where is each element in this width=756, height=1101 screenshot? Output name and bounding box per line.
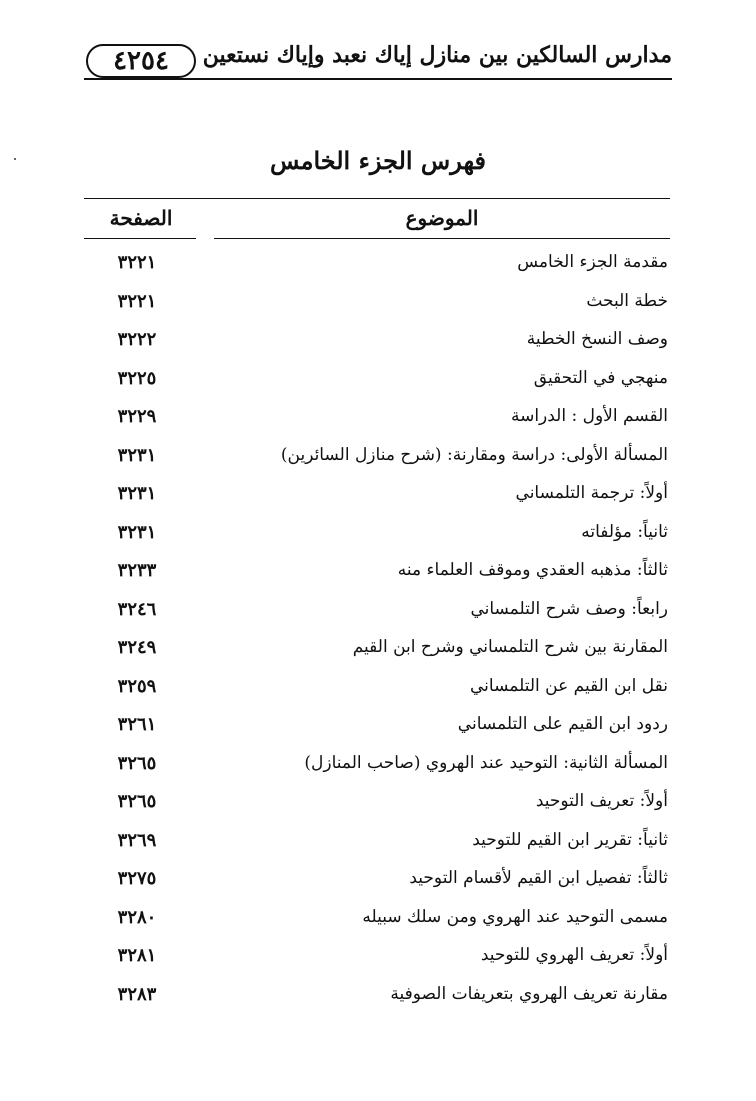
index-entry: [84, 631, 670, 670]
table-top-rule: [84, 198, 670, 199]
entry-page: ٣٢٢١: [117, 290, 157, 312]
column-header-page: الصفحة: [109, 206, 173, 230]
entry-topic: رابعاً: وصف شرح التلمساني: [470, 598, 668, 619]
header-rule: [84, 78, 672, 80]
entry-topic: المسألة الأولى: دراسة ومقارنة: (شرح منازل السائرين): [280, 444, 668, 465]
index-entry: [84, 593, 670, 632]
entry-page: ٣٢٤٦: [117, 598, 157, 620]
index-title: فهرس الجزء الخامس: [269, 146, 487, 175]
index-entry: [84, 477, 670, 516]
entry-topic: ثالثاً: تفصيل ابن القيم لأقسام التوحيد: [409, 868, 668, 888]
entry-page: ٣٢٢١: [117, 252, 157, 273]
index-entry: [84, 323, 670, 362]
entry-topic: مسمى التوحيد عند الهروي ومن سلك سبيله: [362, 906, 668, 927]
entry-page: ٣٢٢٩: [117, 406, 157, 427]
book-title: مدارس السالكين بين منازل إياك نعبد وإياك نستعين: [202, 42, 672, 68]
entry-topic: القسم الأول : الدراسة: [510, 406, 668, 426]
index-entry: [84, 246, 670, 285]
entry-page: ٣٢٨٠: [117, 906, 157, 928]
index-entry: [84, 554, 670, 593]
entry-page: ٣٢٦١: [117, 714, 157, 735]
index-entry: [84, 785, 670, 824]
entry-page: ٣٢٣١: [117, 521, 157, 543]
index-entry: [84, 939, 670, 978]
running-header: [84, 38, 672, 90]
index-entry: [84, 670, 670, 709]
column-header-topic: الموضوع: [405, 206, 479, 230]
entry-page: ٣٢٢٢: [117, 329, 157, 350]
entry-topic: خطة البحث: [586, 290, 668, 311]
index-entry: [84, 747, 670, 786]
entry-page: ٣٢٨١: [117, 945, 157, 966]
index-entry: [84, 978, 670, 1017]
entry-topic: وصف النسخ الخطية: [526, 329, 668, 349]
entry-page: ٣٢٦٩: [117, 829, 157, 851]
entry-page: ٣٢٤٩: [117, 637, 157, 658]
entry-topic: منهجي في التحقيق: [533, 367, 668, 388]
index-entry: [84, 901, 670, 940]
entry-topic: أولاً: تعريف الهروي للتوحيد: [480, 945, 668, 965]
entry-page: ٣٢٦٥: [117, 752, 157, 774]
column-header-page-rule: [84, 238, 196, 239]
page-number: ٤٢٥٤: [86, 44, 196, 78]
index-entries: [84, 246, 670, 1016]
entry-page: ٣٢٥٩: [117, 675, 157, 697]
entry-topic: مقدمة الجزء الخامس: [517, 252, 668, 272]
entry-topic: المقارنة بين شرح التلمساني وشرح ابن القيم: [352, 637, 668, 657]
entry-topic: نقل ابن القيم عن التلمساني: [470, 675, 668, 696]
index-entry: [84, 439, 670, 478]
entry-page: ٣٢٢٥: [117, 367, 157, 389]
entry-topic: أولاً: ترجمة التلمساني: [515, 483, 668, 503]
column-header-topic-rule: [214, 238, 670, 239]
entry-page: ٣٢٧٥: [117, 868, 157, 889]
entry-topic: ثانياً: مؤلفاته: [581, 521, 668, 542]
entry-topic: ثانياً: تقرير ابن القيم للتوحيد: [472, 829, 668, 850]
index-entry: [84, 400, 670, 439]
index-entry: [84, 708, 670, 747]
entry-topic: ردود ابن القيم على التلمساني: [457, 714, 668, 734]
index-entry: [84, 824, 670, 863]
index-entry: [84, 862, 670, 901]
index-entry: [84, 516, 670, 555]
entry-topic: أولاً: تعريف التوحيد: [535, 791, 668, 811]
entry-topic: ثالثاً: مذهبه العقدي وموقف العلماء منه: [397, 560, 668, 580]
index-entry: [84, 362, 670, 401]
entry-page: ٣٢٦٥: [117, 791, 157, 812]
entry-topic: المسألة الثانية: التوحيد عند الهروي (صاحب المنازل): [304, 752, 668, 773]
index-entry: [84, 285, 670, 324]
entry-topic: مقارنة تعريف الهروي بتعريفات الصوفية: [390, 983, 668, 1004]
entry-page: ٣٢٣١: [117, 483, 157, 504]
entry-page: ٣٢٣٣: [117, 560, 157, 581]
entry-page: ٣٢٨٣: [117, 983, 157, 1005]
entry-page: ٣٢٣١: [117, 444, 157, 466]
